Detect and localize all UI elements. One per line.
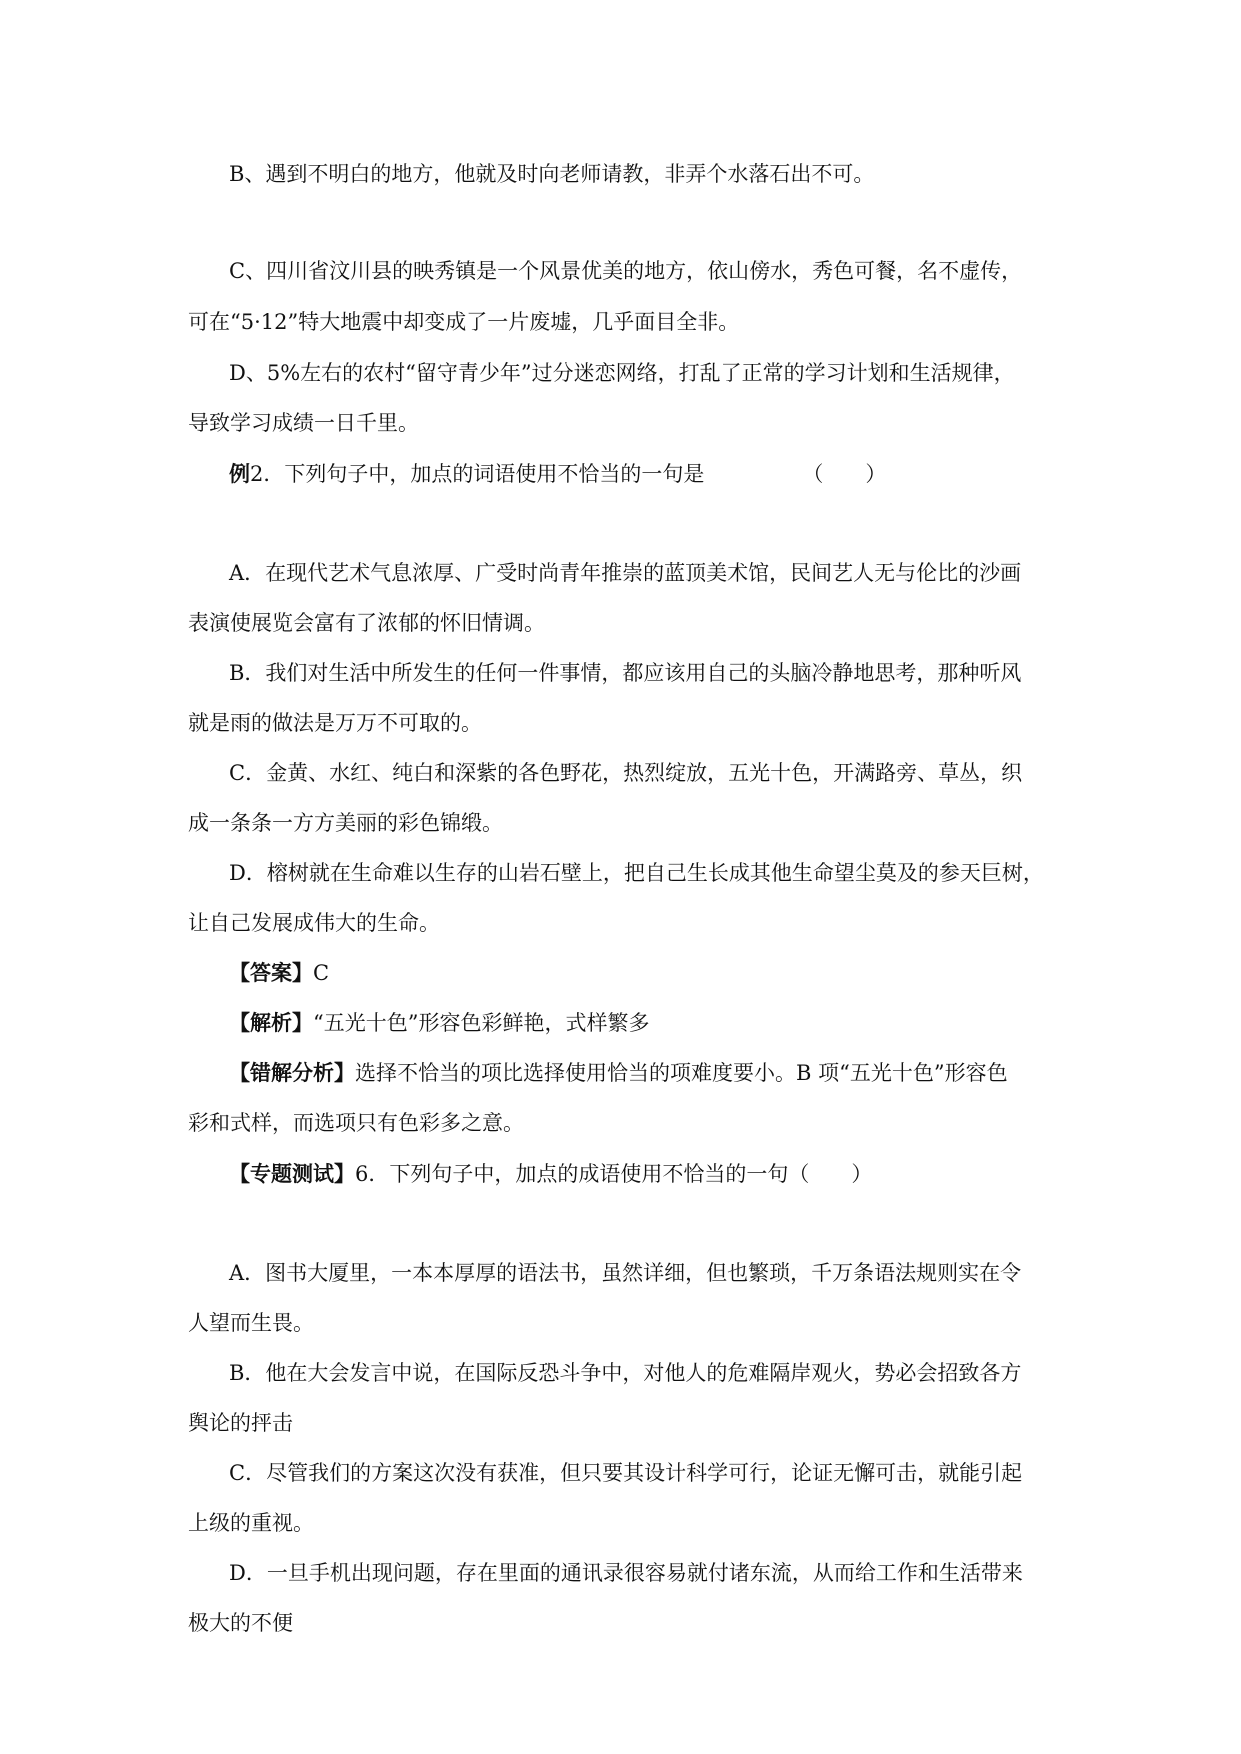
- test6-option-a-line2: 人望而生畏。: [188, 1311, 314, 1335]
- test-6-text: 6．下列句子中，加点的成语使用不恰当的一句（ ）: [355, 1162, 873, 1186]
- test6-option-c-line2: 上级的重视。: [188, 1511, 314, 1535]
- answer-value: C: [313, 961, 330, 985]
- test-6-question: [229, 1161, 872, 1187]
- test-label: 【专题测试】: [229, 1161, 355, 1186]
- test6-option-a-line1: A．图书大厦里，一本本厚厚的语法书，虽然详细，但也繁琐，千万条语法规则实在令: [229, 1261, 1022, 1285]
- example-2-text: 2．下列句子中，加点的词语使用不恰当的一句是: [250, 462, 705, 486]
- example-2-question: [229, 461, 886, 487]
- analysis-text: “五光十色”形容色彩鲜艳，式样繁多: [313, 1011, 650, 1035]
- ex2-option-b-line2: 就是雨的做法是万万不可取的。: [188, 711, 482, 735]
- analysis-line: [229, 1010, 649, 1036]
- example-label: 例: [229, 461, 250, 486]
- test6-option-c-line1: C．尽管我们的方案这次没有获准，但只要其设计科学可行，论证无懈可击，就能引起: [229, 1461, 1023, 1485]
- ex2-option-d-line1: D．榕树就在生命难以生存的山岩石壁上，把自己生长成其他生命望尘莫及的参天巨树，: [229, 861, 1044, 885]
- ex2-option-c-line1: C．金黄、水红、纯白和深紫的各色野花，热烈绽放，五光十色，开满路旁、草丛，织: [229, 761, 1023, 785]
- test6-option-d-line2: 极大的不便: [188, 1611, 293, 1635]
- q1-option-d-line1: D、5%左右的农村“留守青少年”过分迷恋网络，打乱了正常的学习计划和生活规律，: [229, 361, 1015, 385]
- q1-option-c-line1: C、四川省汶川县的映秀镇是一个风景优美的地方，依山傍水，秀色可餐，名不虚传，: [229, 259, 1023, 283]
- q1-option-d-line2: 导致学习成绩一日千里。: [188, 411, 419, 435]
- analysis-label: 【解析】: [229, 1010, 313, 1035]
- answer-label: 【答案】: [229, 960, 313, 985]
- test6-option-d-line1: D．一旦手机出现问题，存在里面的通讯录很容易就付诸东流，从而给工作和生活带来: [229, 1561, 1023, 1585]
- answer-parentheses: （ ）: [802, 462, 887, 486]
- test6-option-b-line1: B．他在大会发言中说，在国际反恐斗争中，对他人的危难隔岸观火，势必会招致各方: [229, 1361, 1022, 1385]
- error-analysis-label: 【错解分析】: [229, 1060, 355, 1085]
- answer-line: [229, 960, 329, 986]
- ex2-option-b-line1: B．我们对生活中所发生的任何一件事情，都应该用自己的头脑冷静地思考，那种听风: [229, 661, 1022, 685]
- ex2-option-d-line2: 让自己发展成伟大的生命。: [188, 911, 440, 935]
- ex2-option-a-line1: A．在现代艺术气息浓厚、广受时尚青年推崇的蓝顶美术馆，民间艺人无与伦比的沙画: [229, 561, 1022, 585]
- ex2-option-a-line2: 表演使展览会富有了浓郁的怀旧情调。: [188, 611, 545, 635]
- q1-option-b: B、遇到不明白的地方，他就及时向老师请教，非弄个水落石出不可。: [229, 162, 875, 186]
- q1-option-c-line2: 可在“5·12”特大地震中却变成了一片废墟，几乎面目全非。: [188, 310, 740, 334]
- test6-option-b-line2: 舆论的抨击: [188, 1411, 293, 1435]
- error-analysis-text: 选择不恰当的项比选择使用恰当的项难度要小。B 项“五光十色”形容色: [355, 1061, 1008, 1085]
- error-analysis-line1: [229, 1060, 1008, 1086]
- error-analysis-line2: 彩和式样，而选项只有色彩多之意。: [188, 1111, 524, 1135]
- ex2-option-c-line2: 成一条条一方方美丽的彩色锦缎。: [188, 811, 503, 835]
